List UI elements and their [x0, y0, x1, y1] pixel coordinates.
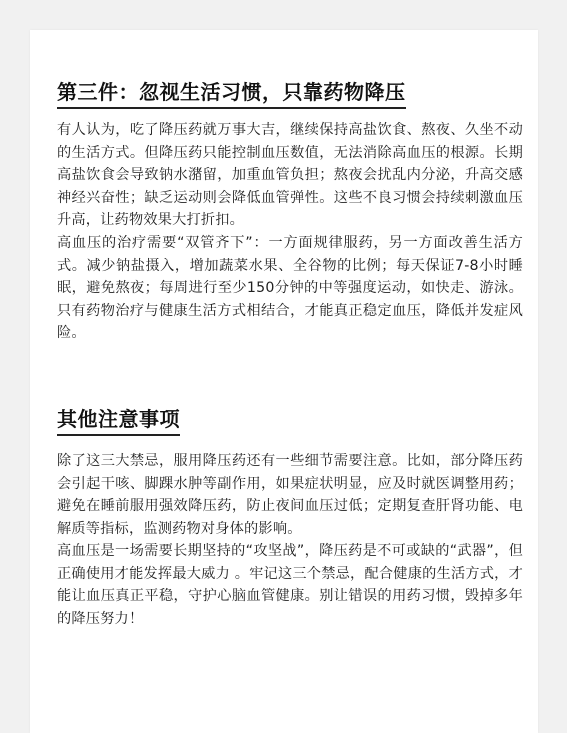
paragraph-lifestyle-habits: 有人认为，吃了降压药就万事大吉，继续保持高盐饮食、熬夜、久坐不动的生活方式。但降压药只能控制血压数值，无法消除高血压的根源。长期高盐饮食会导致钠水潴留，加重血管负担；熬夜会扰乱内分泌，升高交感神经兴奋性；缺乏运动则会降低血管弹性。这些不良习惯会持续刺激血压升高，让药物效果大打折扣。	[57, 122, 523, 229]
paragraph-dual-treatment: 高血压的治疗需要“双管齐下”：一方面规律服药，另一方面改善生活方式。减少钠盐摄入，增加蔬菜水果、全谷物的比例；每天保证7-8小时睡眠，避免熬夜；每周进行至少150分钟的中等强度运动，如快走、游泳。只有药物治疗与健康生活方式相结合，才能真正稳定血压，降低并发症风险。	[57, 235, 523, 342]
heading-text: 其他注意事项	[57, 407, 180, 436]
paragraph-conclusion: 高血压是一场需要长期坚持的“攻坚战”，降压药是不可或缺的“武器”，但正确使用才能发挥最大威力 。牢记这三个禁忌，配合健康的生活方式，才能让血压真正平稳，守护心脑血管健康。别让错误的用药习惯，毁掉多年的降压努力！	[57, 543, 523, 627]
heading-text: 第三件：忽视生活习惯，只靠药物降压	[57, 80, 406, 109]
paragraph-side-effects: 除了这三大禁忌，服用降压药还有一些细节需要注意。比如，部分降压药会引起干咳、脚踝水肿等副作用，如果症状明显，应及时就医调整用药；避免在睡前服用强效降压药，防止夜间血压过低；定期复查肝肾功能、电解质等指标，监测药物对身体的影响。	[57, 453, 523, 537]
section-heading-third-taboo	[57, 76, 406, 105]
article-page	[30, 30, 538, 733]
section-heading-other-notes	[57, 403, 180, 432]
